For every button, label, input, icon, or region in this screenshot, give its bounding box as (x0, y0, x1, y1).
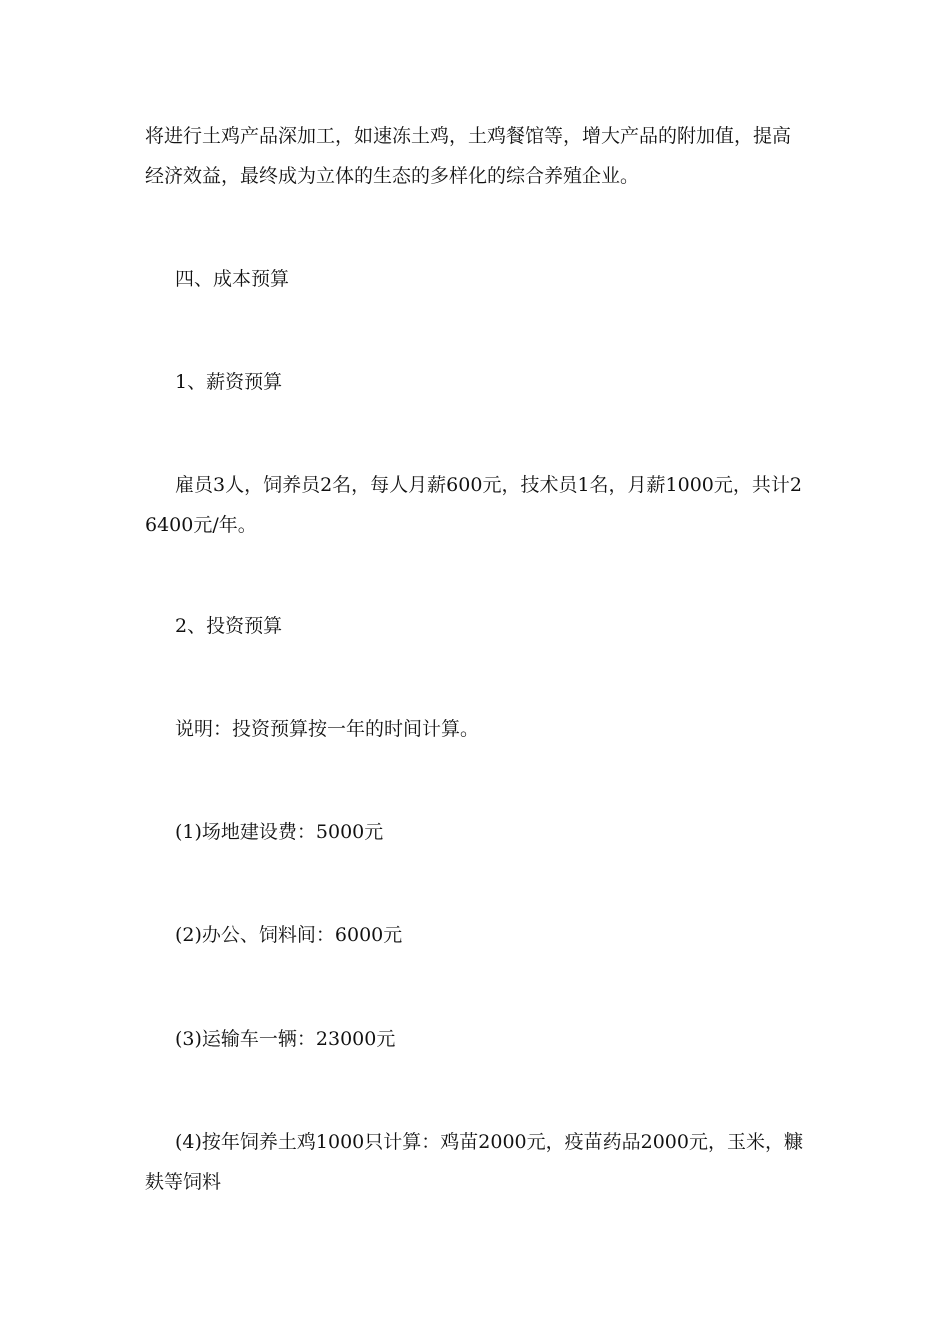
subheading-salary-budget: 1、薪资预算 (175, 371, 283, 393)
list-item-site-construction: (1)场地建设费：5000元 (175, 821, 384, 843)
section-heading-cost-budget: 四、成本预算 (175, 268, 290, 290)
list-item-annual-raising-cost: (4)按年饲养土鸡1000只计算：鸡苗2000元，疫苗药品2000元，玉米，糠麸等饲料 (145, 1131, 803, 1193)
list-item-transport-vehicle: (3)运输车一辆：23000元 (175, 1028, 396, 1050)
subheading-investment-budget: 2、投资预算 (175, 615, 283, 637)
paragraph-continuation: 将进行土鸡产品深加工，如速冻土鸡，土鸡餐馆等，增大产品的附加值，提高经济效益，最终成为立体的生态的多样化的综合养殖企业。 (145, 125, 792, 187)
paragraph-investment-note: 说明：投资预算按一年的时间计算。 (175, 718, 480, 740)
list-item-office-feed-room: (2)办公、饲料间：6000元 (175, 924, 403, 946)
paragraph-salary-detail: 雇员3人，饲养员2名，每人月薪600元，技术员1名，月薪1000元，共计26400元/年。 (145, 474, 802, 536)
